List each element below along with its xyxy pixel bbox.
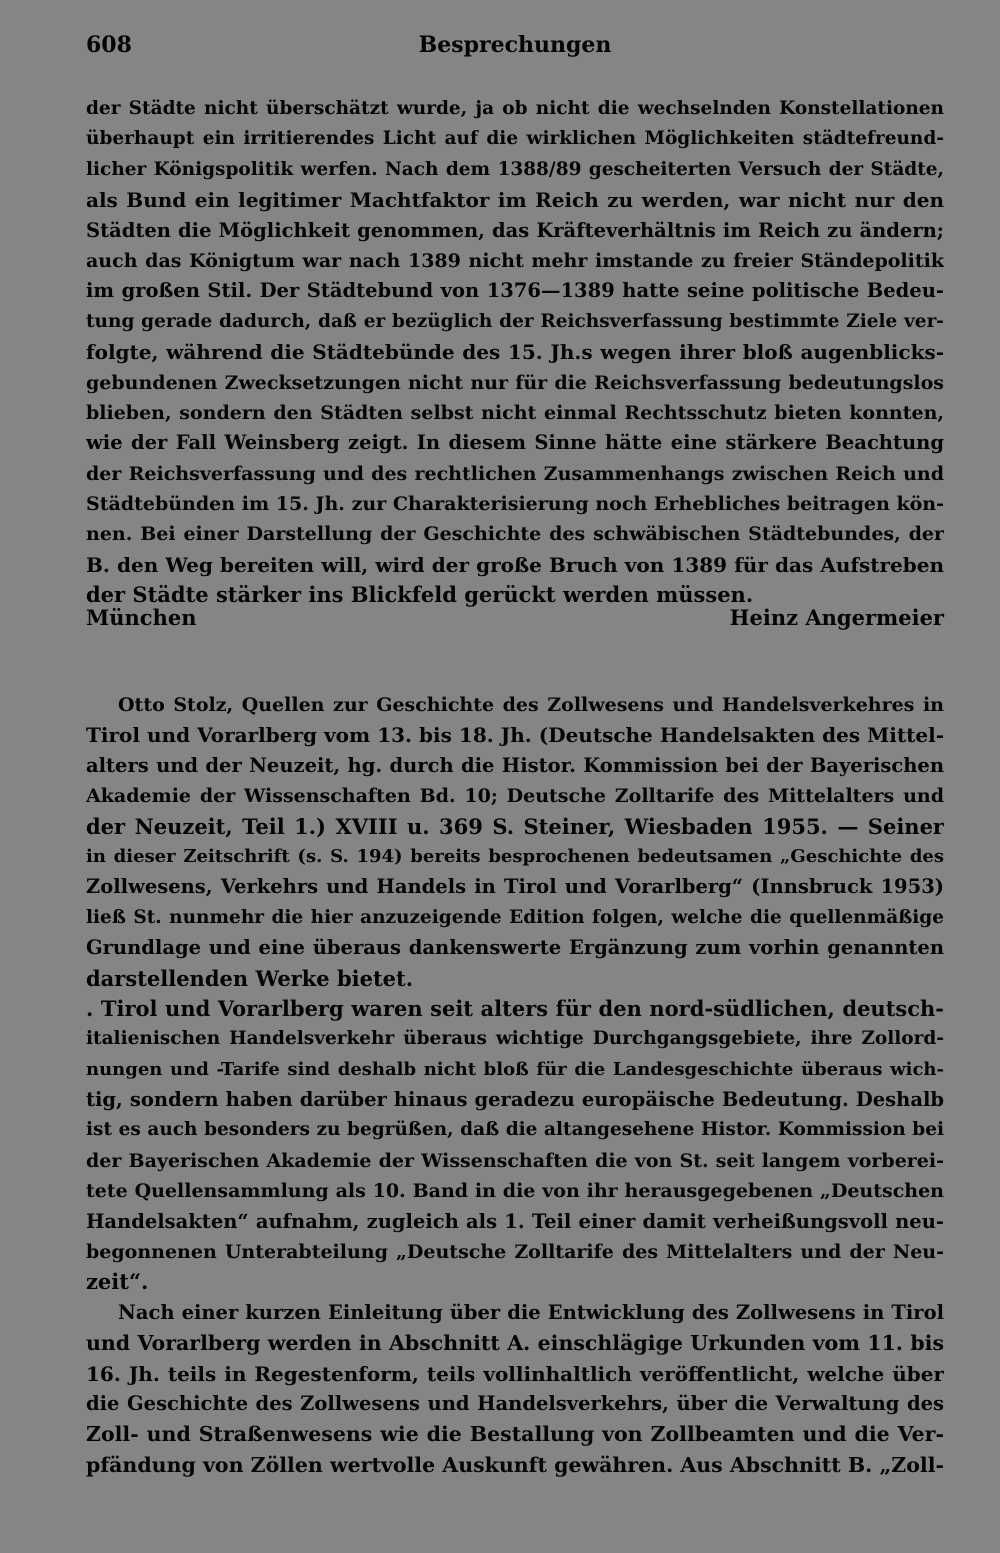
text-line: Akademie der Wissenschaften Bd. 10; Deutsche Zolltarife des Mittelalters und	[86, 785, 944, 808]
text-line: Zoll- und Straßenwesens wie die Bestallung von Zollbeamten und die Ver-	[86, 1422, 944, 1447]
review-1-body	[86, 94, 944, 611]
text-line: zeit“.	[86, 1269, 149, 1295]
text-line: licher Königspolitik werfen. Nach dem 1388/89 gescheiterten Versuch der Städte,	[86, 158, 944, 180]
text-line: nen. Bei einer Darstellung der Geschichte des schwäbischen Städtebundes, der	[86, 523, 944, 546]
text-line: nungen und -Tarife sind deshalb nicht bloß für die Landesgeschichte überaus wich-	[86, 1058, 944, 1080]
text-line: der Bayerischen Akademie der Wissenschaften die von St. seit langem vorberei-	[86, 1149, 944, 1172]
text-line: darstellenden Werke bietet.	[86, 965, 414, 991]
text-line: italienischen Handelsverkehr überaus wichtige Durchgangsgebiete, ihre Zollord-	[86, 1028, 944, 1050]
text-line: in dieser Zeitschrift (s. S. 194) bereits besprochenen bedeutsamen „Geschichte des	[86, 845, 944, 867]
text-line: Städtebünden im 15. Jh. zur Charakterisierung noch Erhebliches beitragen kön-	[86, 493, 944, 516]
review-1-signature	[86, 602, 944, 634]
text-line: tete Quellensammlung als 10. Band in die von ihr herausgegebenen „Deutschen	[86, 1180, 944, 1203]
text-line: ließ St. nunmehr die hier anzuzeigende Edition folgen, welche die quellenmäßige	[86, 906, 944, 928]
section-title: Besprechungen	[418, 32, 612, 58]
text-line: ist es auch besonders zu begrüßen, daß die altangesehene Histor. Kommission bei	[86, 1119, 944, 1141]
text-line: tung gerade dadurch, daß er bezüglich der Reichsverfassung bestimmte Ziele ver-	[86, 310, 944, 332]
text-line: Nach einer kurzen Einleitung über die Entwicklung des Zollwesens in Tirol	[118, 1300, 944, 1324]
review-2-body	[86, 690, 944, 1480]
signature-city: München	[86, 605, 197, 630]
text-line: begonnenen Unterabteilung „Deutsche Zolltarife des Mittelalters und der Neu-	[86, 1241, 944, 1264]
text-line: der Städte nicht überschätzt wurde, ja ob nicht die wechselnden Konstellationen	[86, 98, 944, 119]
text-line: wie der Fall Weinsberg zeigt. In diesem Sinne hätte eine stärkere Beachtung	[86, 431, 944, 455]
text-line: B. den Weg bereiten will, wird der große Bruch von 1389 für das Aufstreben	[86, 552, 944, 577]
text-line: der Neuzeit, Teil 1.) XVIII u. 369 S. Steiner, Wiesbaden 1955. — Seiner	[86, 813, 944, 839]
text-line: auch das Königtum war nach 1389 nicht mehr imstande zu freier Ständepolitik	[86, 249, 944, 272]
text-line: blieben, sondern den Städten selbst nicht einmal Rechtsschutz bieten konnten,	[86, 401, 944, 424]
text-line: Handelsakten“ aufnahm, zugleich als 1. Teil einer damit verheißungsvoll neu-	[86, 1209, 944, 1233]
text-line: überhaupt ein irritierendes Licht auf die wirklichen Möglichkeiten städtefreund-	[86, 128, 944, 150]
review-heading-line: Otto Stolz, Quellen zur Geschichte des Zollwesens und Handelsverkehres in	[118, 694, 944, 716]
text-line: im großen Stil. Der Städtebund von 1376—1389 hatte seine politische Bedeu-	[86, 279, 944, 303]
text-line: der Städte stärker ins Blickfeld gerückt werden müssen.	[86, 582, 754, 608]
text-line: pfändung von Zöllen wertvolle Auskunft gewähren. Aus Abschnitt B. „Zoll-	[86, 1452, 944, 1477]
text-line: 16. Jh. teils in Regestenform, teils vollinhaltlich veröffentlicht, welche über	[86, 1361, 944, 1386]
text-line: alters und der Neuzeit, hg. durch die Histor. Kommission bei der Bayerischen	[86, 753, 944, 777]
text-line: Städten die Möglichkeit genommen, das Kräfteverhältnis im Reich zu ändern;	[86, 218, 944, 242]
text-line: tig, sondern haben darüber hinaus geradezu europäische Bedeutung. Deshalb	[86, 1088, 944, 1112]
signature-author: Heinz Angermeier	[729, 605, 944, 630]
text-line: folgte, während die Städtebünde des 15. Jh.s wegen ihrer bloß augenblicks-	[86, 340, 944, 365]
text-line: . Tirol und Vorarlberg waren seit alters für den nord-südlichen, deutsch-	[86, 995, 944, 1021]
text-line: als Bund ein legitimer Machtfaktor im Reich zu werden, war nicht nur den	[86, 188, 944, 213]
page-number: 608	[86, 32, 132, 58]
text-line: und Vorarlberg werden in Abschnitt A. einschlägige Urkunden vom 11. bis	[86, 1331, 944, 1356]
text-line: der Reichsverfassung und des rechtlichen Zusammenhangs zwischen Reich und	[86, 462, 944, 485]
text-line: gebundenen Zwecksetzungen nicht nur für die Reichsverfassung bedeutungslos	[86, 371, 944, 394]
text-line: Grundlage und eine überaus dankenswerte Ergänzung zum vorhin genannten	[86, 936, 944, 960]
running-head	[86, 32, 944, 68]
text-line: Tirol und Vorarlberg vom 13. bis 18. Jh. (Deutsche Handelsakten des Mittel-	[86, 723, 944, 748]
text-line: Zollwesens, Verkehrs und Handels in Tirol und Vorarlberg“ (Innsbruck 1953)	[86, 875, 944, 899]
text-line: die Geschichte des Zollwesens und Handelsverkehrs, über die Verwaltung des	[86, 1391, 944, 1415]
